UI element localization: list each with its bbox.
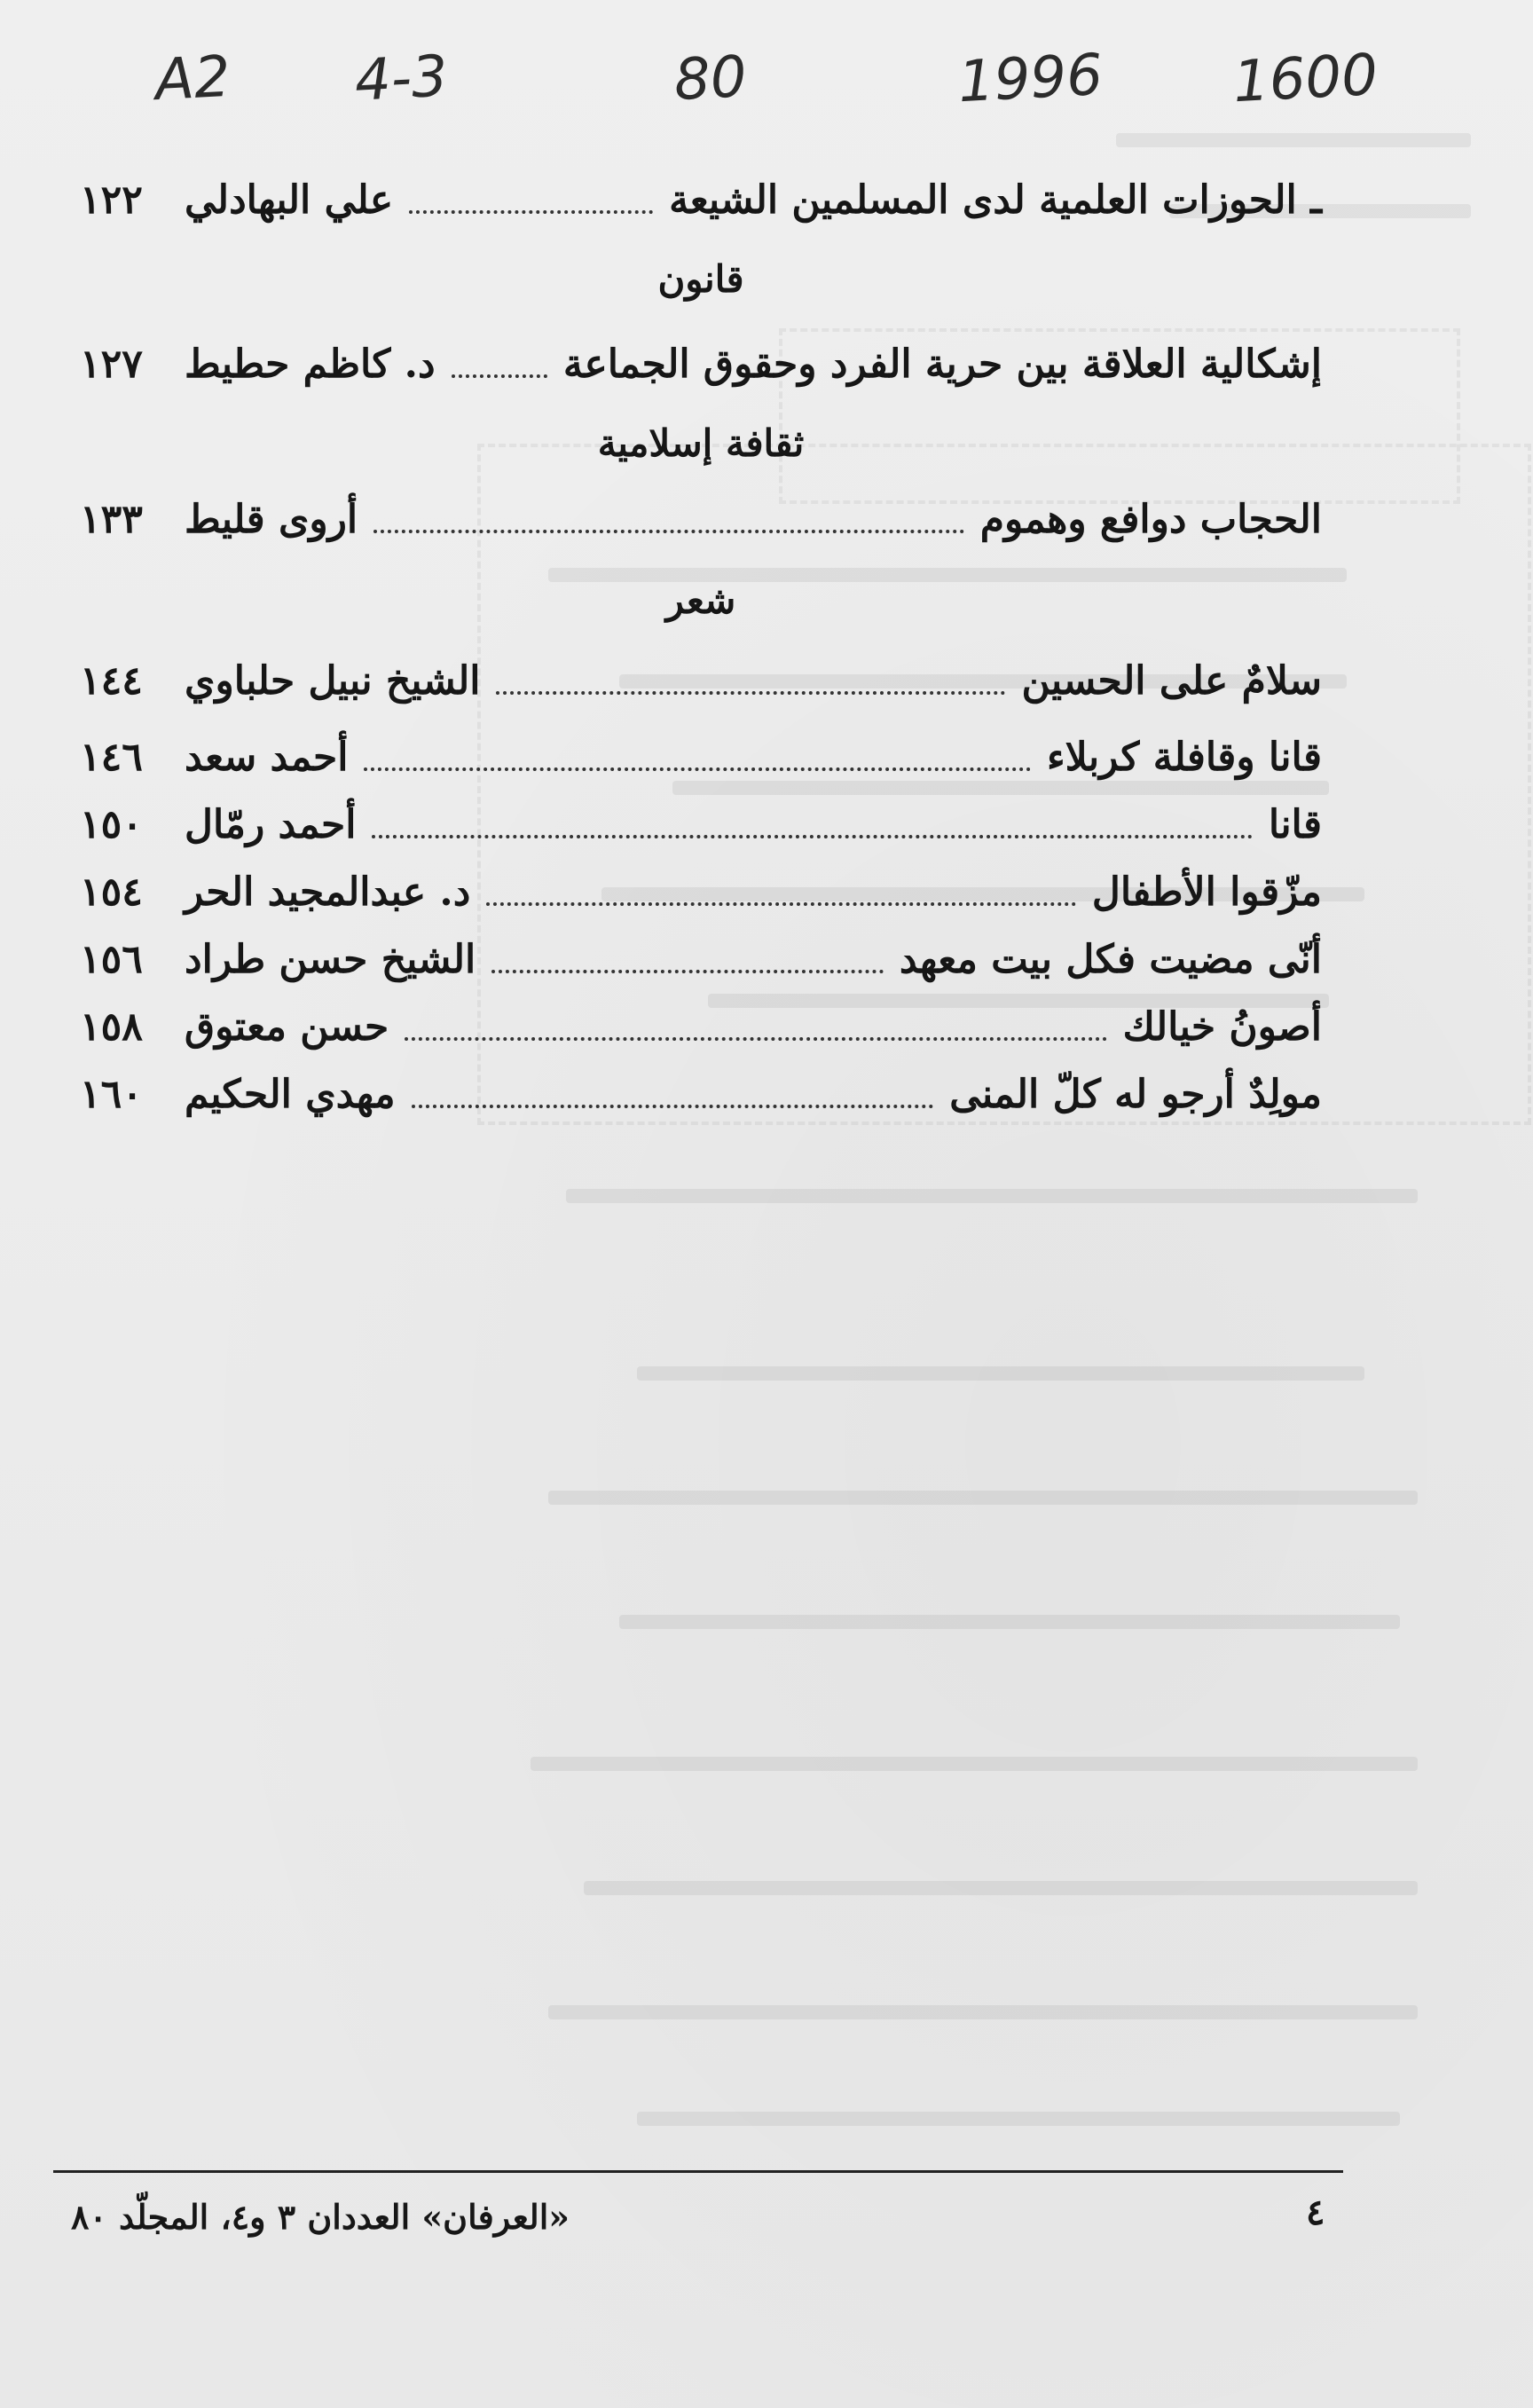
leader-dots (412, 1105, 934, 1108)
handwritten-code: 1600 (1231, 42, 1380, 116)
toc-entry (80, 928, 1322, 990)
entry-title: مولِدٌ أرجو له كلّ المنى (949, 1071, 1322, 1117)
toc-entry (80, 649, 1322, 712)
entry-page-number: ١٥٠ (80, 801, 143, 847)
entry-author: الشيخ حسن طراد (185, 936, 476, 982)
entry-title: إشكالية العلاقة بين حرية الفرد وحقوق الجماعة (562, 341, 1322, 387)
toc-entry (80, 333, 1322, 395)
section-heading: قانون (657, 257, 744, 301)
toc-entry (80, 169, 1322, 231)
toc-entry (80, 793, 1322, 855)
entry-title: مزّقوا الأطفال (1091, 869, 1322, 915)
footer-rule (53, 2170, 1343, 2173)
section-heading: شعر (665, 578, 736, 622)
entry-author: أروى قليط (185, 496, 358, 542)
leader-dots (364, 767, 1031, 771)
entry-author: أحمد سعد (185, 734, 349, 780)
leader-dots (491, 970, 884, 973)
entry-page-number: ١٢٧ (80, 341, 143, 387)
page-number: ٤ (1306, 2192, 1325, 2233)
section-heading: ثقافة إسلامية (597, 421, 805, 465)
leader-dots (405, 1037, 1106, 1041)
entry-title: قانا وقافلة كربلاء (1046, 734, 1322, 780)
entry-author: د. كاظم حطيط (185, 341, 436, 387)
toc-entry (80, 488, 1322, 550)
entry-author: الشيخ نبيل حلباوي (185, 657, 481, 704)
handwritten-ref-b: 4-3 (353, 43, 450, 114)
toc-entry (80, 726, 1322, 788)
handwritten-ref-c: 80 (672, 43, 749, 114)
entry-page-number: ١٥٨ (80, 1003, 143, 1050)
handwritten-ref-a: A2 (153, 43, 232, 114)
entry-title: أصونُ خيالك (1122, 1003, 1322, 1050)
entry-page-number: ١٤٦ (80, 734, 143, 780)
entry-author: أحمد رمّال (185, 801, 357, 847)
leader-dots (373, 530, 964, 533)
entry-page-number: ١٥٤ (80, 869, 143, 915)
entry-author: علي البهادلي (185, 177, 394, 223)
toc-entry (80, 995, 1322, 1058)
leader-dots (409, 210, 653, 214)
entry-title: الحجاب دوافع وهموم (979, 496, 1322, 542)
entry-title: ـ الحوزات العلمية لدى المسلمين الشيعة (669, 177, 1322, 223)
entry-title: قانا (1268, 801, 1322, 847)
entry-title: سلامٌ على الحسين (1021, 657, 1322, 704)
handwritten-annotations (0, 42, 1533, 126)
entry-page-number: ١٢٢ (80, 177, 143, 223)
entry-author: مهدي الحكيم (185, 1071, 396, 1117)
leader-dots (486, 902, 1076, 906)
leader-dots (452, 374, 547, 378)
entry-title: أنّى مضيت فكل بيت معهد (899, 936, 1322, 982)
toc-entry (80, 861, 1322, 923)
handwritten-year: 1996 (956, 42, 1105, 116)
entry-page-number: ١٣٣ (80, 496, 143, 542)
entry-page-number: ١٤٤ (80, 657, 143, 704)
journal-footer: «العرفان» العددان ٣ و٤، المجلّد ٨٠ (71, 2197, 570, 2237)
entry-page-number: ١٦٠ (80, 1071, 143, 1117)
leader-dots (496, 691, 1005, 695)
entry-page-number: ١٥٦ (80, 936, 143, 982)
entry-author: حسن معتوق (185, 1003, 389, 1050)
leader-dots (372, 835, 1252, 838)
toc-entry (80, 1063, 1322, 1125)
entry-author: د. عبدالمجيد الحر (185, 869, 471, 915)
